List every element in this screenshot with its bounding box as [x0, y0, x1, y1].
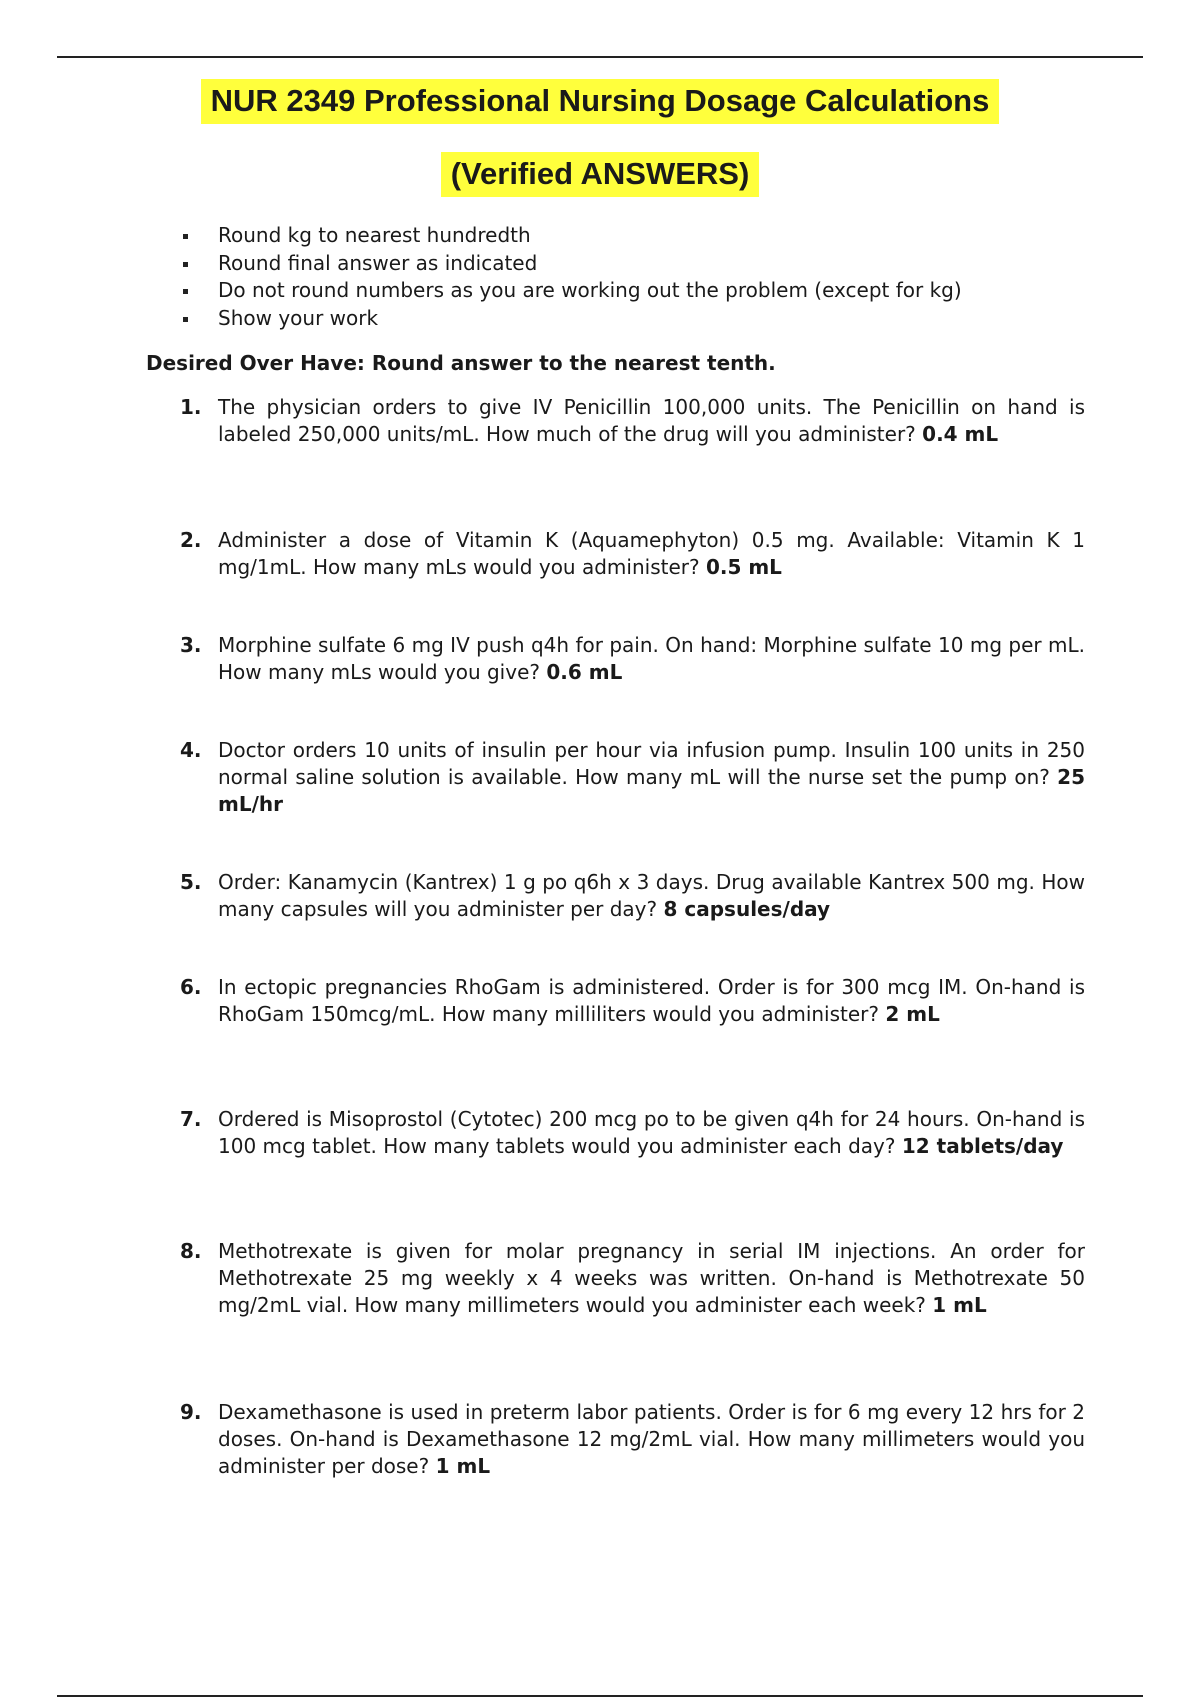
- question-9: [180, 1399, 1085, 1480]
- question-number: 4.: [180, 738, 202, 762]
- question-text: Methotrexate is given for molar pregnancy in serial IM injections. An order for Methotrexate 25 mg weekly x 4 weeks was written. On-hand is Methotrexate 50 mg/2mL vial. How many millimeters would you administer each week?: [218, 1239, 1085, 1317]
- question-answer: 1 mL: [932, 1293, 987, 1317]
- question-7: [180, 1106, 1085, 1160]
- question-4: [180, 737, 1085, 818]
- question-answer: 0.5 mL: [705, 555, 782, 579]
- question-text: Doctor orders 10 units of insulin per hour via infusion pump. Insulin 100 units in 250 normal saline solution is available. How many mL will the nurse set the pump on?: [218, 738, 1085, 789]
- question-text: The physician orders to give IV Penicillin 100,000 units. The Penicillin on hand is labeled 250,000 units/mL. How much of the drug will you administer?: [218, 395, 1085, 446]
- question-text: Dexamethasone is used in preterm labor patients. Order is for 6 mg every 12 hrs for 2 doses. On-hand is Dexamethasone 12 mg/2mL vial. How many millimeters would you administer per dose?: [218, 1400, 1085, 1478]
- section-heading: Desired Over Have: Round answer to the nearest tenth.: [146, 351, 776, 375]
- question-number: 2.: [180, 528, 202, 552]
- instructions-list: [183, 222, 962, 332]
- question-answer: 8 capsules/day: [663, 897, 831, 921]
- question-number: 8.: [180, 1239, 202, 1263]
- question-answer: 2 mL: [885, 1002, 940, 1026]
- title-line-1: [0, 83, 1200, 119]
- bottom-rule: [57, 1695, 1143, 1697]
- question-8: [180, 1238, 1085, 1319]
- question-text: Order: Kanamycin (Kantrex) 1 g po q6h x 3 days. Drug available Kantrex 500 mg. How many capsules will you administer per day?: [218, 870, 1085, 921]
- question-text: In ectopic pregnancies RhoGam is administered. Order is for 300 mcg IM. On-hand is RhoGam 150mcg/mL. How many milliliters would you administer?: [218, 975, 1085, 1026]
- top-rule: [57, 56, 1143, 58]
- question-number: 5.: [180, 870, 202, 894]
- question-number: 7.: [180, 1107, 202, 1131]
- question-answer: 0.4 mL: [922, 422, 999, 446]
- instruction-item: Do not round numbers as you are working out the problem (except for kg): [183, 277, 962, 305]
- question-answer: 1 mL: [435, 1454, 491, 1478]
- document-subtitle: (Verified ANSWERS): [441, 152, 760, 197]
- question-number: 1.: [180, 395, 202, 419]
- question-text: Ordered is Misoprostol (Cytotec) 200 mcg po to be given q4h for 24 hours. On-hand is 100 mcg tablet. How many tablets would you administer each day?: [218, 1107, 1085, 1158]
- instruction-item: Show your work: [183, 305, 962, 333]
- instruction-item: Round final answer as indicated: [183, 250, 962, 278]
- question-answer: 0.6 mL: [546, 660, 623, 684]
- question-number: 9.: [180, 1400, 202, 1424]
- question-2: [180, 527, 1085, 581]
- document-title: NUR 2349 Professional Nursing Dosage Calculations: [201, 79, 1000, 124]
- question-answer: 12 tablets/day: [901, 1134, 1064, 1158]
- question-text: Administer a dose of Vitamin K (Aquamephyton) 0.5 mg. Available: Vitamin K 1 mg/1mL. How many mLs would you administer?: [218, 528, 1085, 579]
- question-3: [180, 632, 1085, 686]
- question-6: [180, 974, 1085, 1028]
- question-text: Morphine sulfate 6 mg IV push q4h for pain. On hand: Morphine sulfate 10 mg per mL. How many mLs would you give?: [218, 633, 1085, 684]
- question-number: 6.: [180, 975, 202, 999]
- question-answer: 25 mL/hr: [218, 765, 1086, 816]
- instruction-item: Round kg to nearest hundredth: [183, 222, 962, 250]
- question-5: [180, 869, 1085, 923]
- question-number: 3.: [180, 633, 202, 657]
- title-line-2: [0, 156, 1200, 192]
- question-1: [180, 394, 1085, 448]
